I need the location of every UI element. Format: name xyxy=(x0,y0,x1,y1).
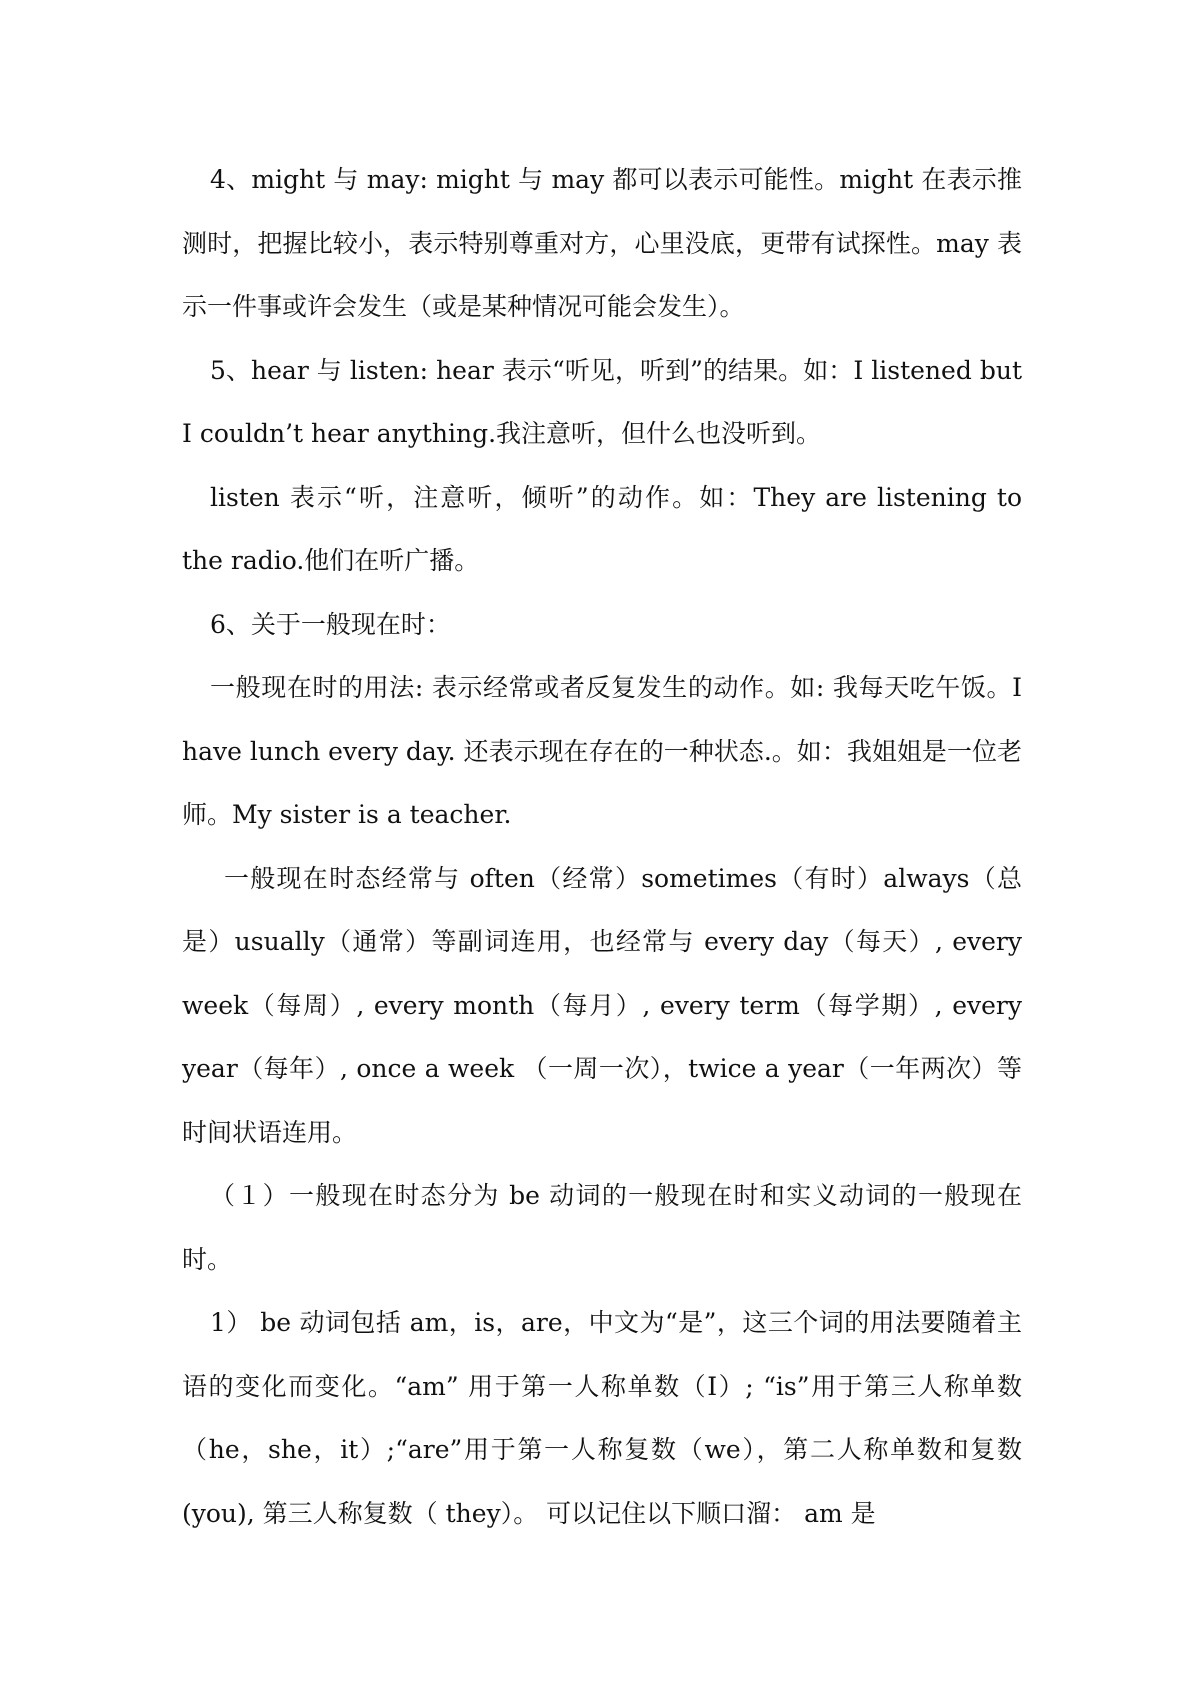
paragraph-simple-present-usage: 一般现在时的用法: 表示经常或者反复发生的动作。如: 我每天吃午饭。I have lunch every day. 还表示现在存在的一种状态.。如：我姐姐是一位老师。My sister is a teacher. xyxy=(182,673,1022,829)
paragraph-simple-present-heading: 6、关于一般现在时： xyxy=(210,609,451,639)
paragraph-frequency-adverbs: 一般现在时态经常与 often（经常）sometimes（有时）always（总是）usually（通常）等副词连用，也经常与 every day（每天）, every week（每周）, every month（每月）, every term（每学期）, every year（每年）, once a week （一周一次），twice a year（一年两次）等时间状语连用。 xyxy=(182,863,1022,1147)
paragraph-be-verbs: 1） be 动词包括 am，is，are，中文为“是”，这三个词的用法要随着主语的变化而变化。“am” 用于第一人称单数（I）; “is”用于第三人称单数（he，she，it）;“are”用于第一人称复数（we），第二人称单数和复数(you), 第三人称复数（ they）。 可以记住以下顺口溜： am 是 xyxy=(182,1308,1022,1528)
document-page xyxy=(182,148,1022,1545)
paragraph-hear-listen: 5、hear 与 listen: hear 表示“听见，听到”的结果。如：I listened but I couldn’t hear anything.我注意听，但什么也没听到。 xyxy=(182,355,1022,448)
paragraph-listen: listen 表示“听，注意听，倾听”的动作。如：They are listening to the radio.他们在听广播。 xyxy=(182,482,1022,575)
paragraph-might-may: 4、might 与 may: might 与 may 都可以表示可能性。might 在表示推测时，把握比较小，表示特别尊重对方，心里没底，更带有试探性。may 表示一件事或许会发生（或是某种情况可能会发生）。 xyxy=(182,165,1022,321)
paragraph-tense-types: （１）一般现在时态分为 be 动词的一般现在时和实义动词的一般现在时。 xyxy=(182,1181,1022,1274)
